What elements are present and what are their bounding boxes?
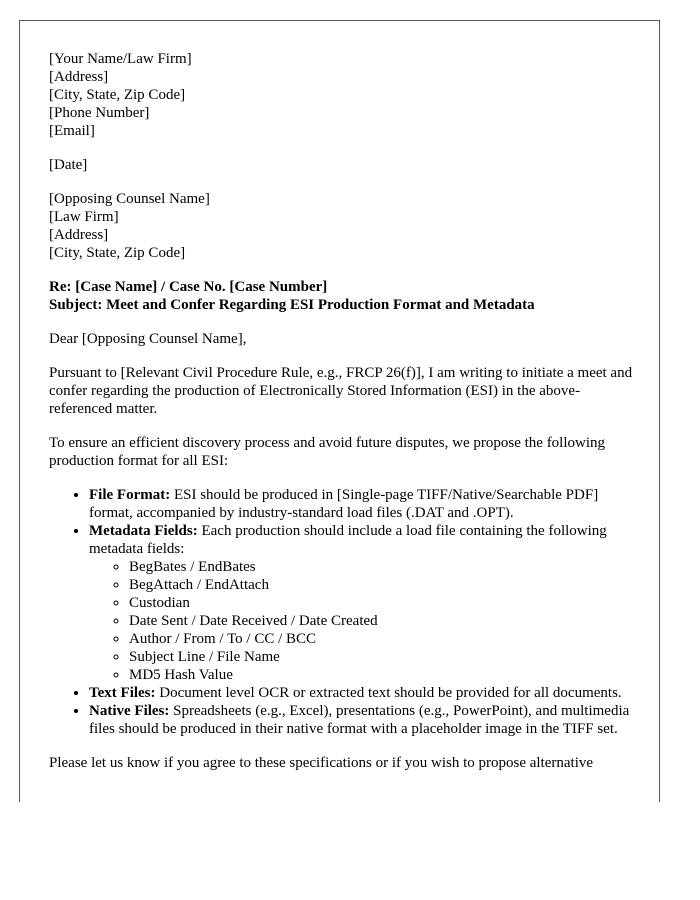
salutation: Dear [Opposing Counsel Name], xyxy=(49,331,247,347)
metadata-field: ◦ Author / From / To / CC / BCC xyxy=(129,630,636,648)
item-label: Metadata Fields: xyxy=(89,523,198,539)
item-label: Text Files: xyxy=(89,685,156,701)
item-text: ESI should be produced in [Single-page TIFF/Native/Searchable PDF] format, accompanied by industry-standard load files (.DAT and .OPT). xyxy=(89,487,599,521)
sender-block xyxy=(49,50,636,140)
item-label: File Format: xyxy=(89,487,171,503)
list-item-file-format xyxy=(89,486,636,522)
list-item-metadata-fields xyxy=(89,522,636,684)
metadata-field: ◦ BegBates / EndBates xyxy=(129,558,636,576)
metadata-field: ◦ Custodian xyxy=(129,594,636,612)
sender-address: [Address] xyxy=(49,69,109,85)
item-label: Native Files: xyxy=(89,703,170,719)
recipient-firm: [Law Firm] xyxy=(49,209,119,225)
recipient-block xyxy=(49,190,636,262)
metadata-field: ◦ MD5 Hash Value xyxy=(129,666,636,684)
recipient-city-state-zip: [City, State, Zip Code] xyxy=(49,245,186,261)
list-item-native-files xyxy=(89,702,636,738)
item-text: Document level OCR or extracted text should be provided for all documents. xyxy=(155,685,622,701)
metadata-field: ◦ Date Sent / Date Received / Date Created xyxy=(129,612,636,630)
proposal-paragraph: To ensure an efficient discovery process and avoid future disputes, we propose the following production format for all ESI: xyxy=(49,435,606,469)
closing-paragraph: Please let us know if you agree to these specifications or if you wish to propose alternative xyxy=(49,755,594,771)
metadata-fields-list xyxy=(89,558,636,684)
letter-content xyxy=(49,50,636,788)
sender-city-state-zip: [City, State, Zip Code] xyxy=(49,87,186,103)
reference-block xyxy=(49,278,636,314)
recipient-address: [Address] xyxy=(49,227,109,243)
subject-line: Subject: Meet and Confer Regarding ESI Production Format and Metadata xyxy=(49,297,535,313)
metadata-field: ◦ Subject Line / File Name xyxy=(129,648,636,666)
letter-date: [Date] xyxy=(49,157,88,173)
re-line: Re: [Case Name] / Case No. [Case Number] xyxy=(49,279,328,295)
letter-page xyxy=(19,20,660,802)
item-text: Each production should include a load file containing the following metadata fields: xyxy=(89,523,607,557)
production-format-list xyxy=(49,486,636,738)
metadata-field: ◦ BegAttach / EndAttach xyxy=(129,576,636,594)
list-item-text-files xyxy=(89,684,636,702)
intro-paragraph: Pursuant to [Relevant Civil Procedure Rule, e.g., FRCP 26(f)], I am writing to initiate a meet and confer regarding the production of Electronically Stored Information (ESI) in the above-referenced matter. xyxy=(49,365,633,417)
sender-phone: [Phone Number] xyxy=(49,105,150,121)
item-text: Spreadsheets (e.g., Excel), presentations (e.g., PowerPoint), and multimedia files should be produced in their native format with a placeholder image in the TIFF set. xyxy=(89,703,630,737)
sender-name: [Your Name/Law Firm] xyxy=(49,51,192,67)
recipient-name: [Opposing Counsel Name] xyxy=(49,191,210,207)
sender-email: [Email] xyxy=(49,123,95,139)
